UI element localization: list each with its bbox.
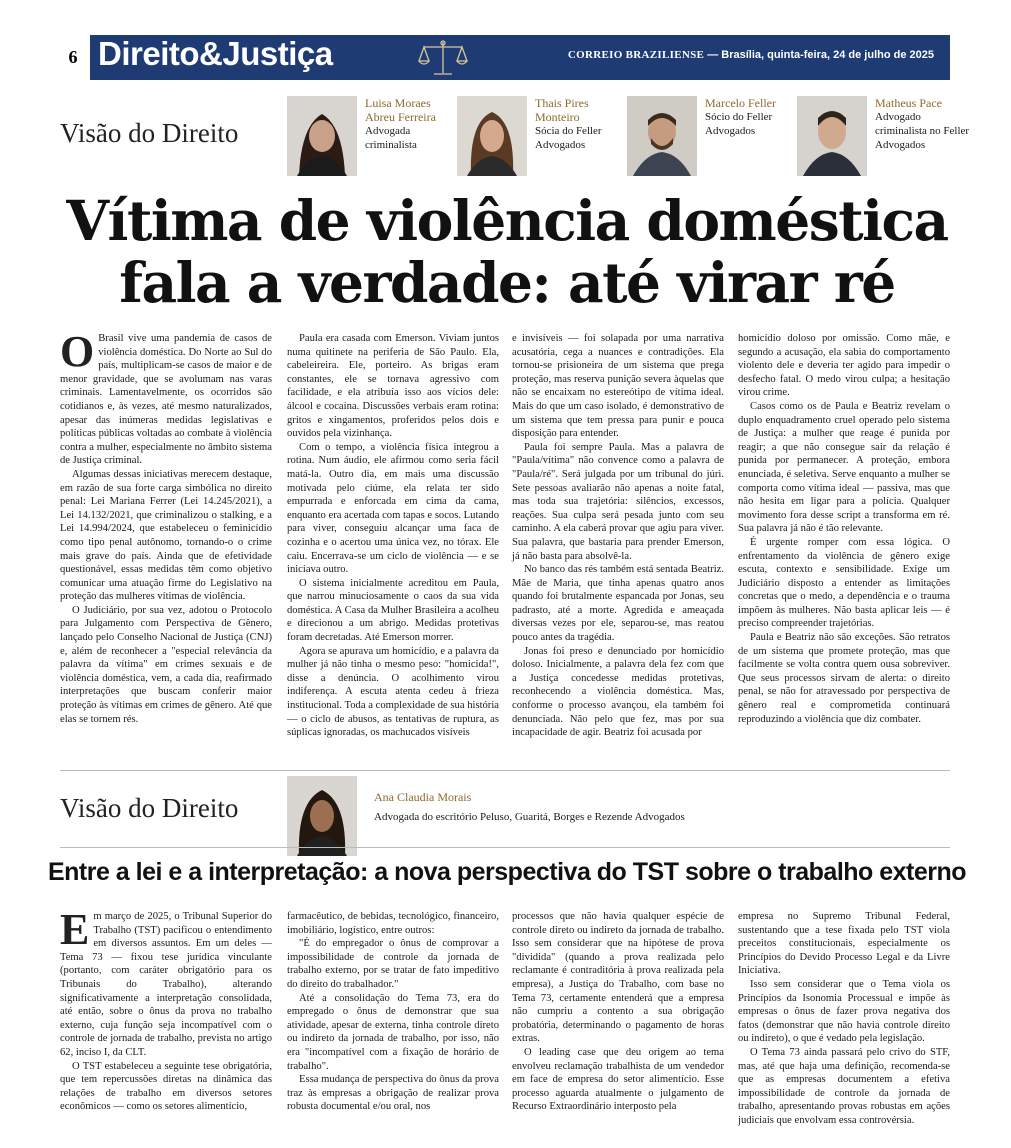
paragraph: Casos como os de Paula e Beatriz revelam o duplo enquadramento cruel operado pelo sistema de Justiça: a mulher que reage é punida por reagir; a que não consegue sair da relação é punida por permanecer. A proteção, embora enunciada, é seletiva. Serve enquanto a mulher se comporta como vítima ideal — passiva, mas que não hesita em ligar para a polícia. Qualquer movimento fora desse script a transforma em ré. Sua palavra já não é tão relevante.: [738, 400, 950, 535]
author-photo: [627, 96, 697, 176]
masthead-dateline: [568, 49, 934, 61]
paragraph: Brasil vive uma pandemia de casos de violência doméstica. Do Norte ao Sul do país, multiplicam-se casos de maior e de menor gravidade, que se avolumam nas varas criminais. Lamentavelmente, os ocorridos são cotidianos e, às vezes, até mesmo naturalizados, apesar das inúmeras medidas legislativas e políticas públicas voltadas ao combate à violência contra a mulher, especialmente no âmbito sistema de Justiça criminal.: [60, 333, 272, 467]
article-column-3: [512, 910, 724, 1114]
dateline: — Brasília, quinta-feira, 24 de julho de 2025: [704, 49, 934, 61]
paragraph: O leading case que deu origem ao tema envolveu reclamação trabalhista de um vendedor em face de empresa do setor alimentício. Esse processo aguarda atualmente o julgamento de Recurso Extraordinário interposto pela: [512, 1046, 724, 1113]
newspaper-name: CORREIO BRAZILIENSE: [567, 49, 705, 61]
section-banner: [90, 35, 950, 80]
author-name: Ana Claudia Morais: [374, 790, 472, 804]
headline-line-2: fala a verdade: até virar ré: [119, 250, 895, 315]
paragraph: Agora se apurava um homicídio, e a palavra da mulher já não tinha o mesmo peso: "homicida!", disse a denúncia. O acolhimento virou indiferença. A escuta atenta cedeu à frieza institucional. Toda a complexidade de sua história — o ciclo de abusos, as tentativas de ruptura, as súplicas ignoradas, os machucados visíveis: [287, 645, 499, 739]
paragraph: homicídio doloso por omissão. Como mãe, e segundo a acusação, ela sabia do comportamento violento dele e deveria ter agido para impedir o desfecho fatal. O medo virou culpa; a hesitação virou crime.: [738, 333, 950, 399]
paragraph: Isso sem considerar que o Tema viola os Princípios da Isonomia Processual e impõe às empresas o ônus de fazer prova negativa dos fatos (demonstrar que não havia controle direito ou indireto), o que é vedado pela legislação.: [738, 978, 950, 1045]
section-divider: [60, 770, 950, 771]
author-photo: [287, 96, 357, 176]
article-column-2: [287, 910, 499, 1114]
paragraph: processos que não havia qualquer espécie de controle direto ou indireto da jornada de trabalho. Isso sem considerar que na hipótese de prova "dividida" (quando a prova realizada pelo reclamante é contraditória à prova realizada pela empresa), a Justiça do Trabalho, com base no Tema 73, certamente entenderá que a empresa não cumpriu a contento a sua obrigação probatória, determinando o pagamento de horas extras.: [512, 911, 724, 1045]
article-column-4: [738, 332, 950, 726]
paragraph: "É do empregador o ônus de comprovar a impossibilidade de controle da jornada de trabalho externo, por se tratar de fato impeditivo do direito do trabalhador.": [287, 938, 499, 990]
article-column-4: [738, 910, 950, 1128]
author-byline: [374, 790, 934, 824]
paragraph: No banco das rés também está sentada Beatriz. Mãe de Maria, que tinha apenas quatro anos quando foi brutalmente espancada por Jonas, seu padrasto, até a morte. Agredida e ameaçada diversas vezes por ele, separou-se, mas reatou pouco antes da tragédia.: [512, 564, 724, 644]
paragraph: Paula era casada com Emerson. Viviam juntos numa quitinete na periferia de São Paulo. Ela, cabeleireira. Ele, porteiro. As brigas eram constantes, ele se tornava agressivo com facilidade, e ela atribuía isso aos vícios dele: álcool e cocaína. Discussões verbais eram rotina: gritos e xingamentos, proferidos pelos dois e ouvidos pela vizinhança.: [287, 333, 499, 440]
paragraph: Jonas foi preso e denunciado por homicídio doloso. Inicialmente, a palavra dela fez com que a Justiça concedesse medidas protetivas, reconhecendo a violência doméstica. Mas, conforme o processo avançou, ela também foi denunciada. Não pelo que fez, mas por sua incapacidade de agir. Beatriz foi acusada por: [512, 645, 724, 739]
author-role: Sócia do Feller Advogados: [535, 125, 602, 151]
scales-of-justice-icon: [416, 39, 470, 77]
author-photo: [287, 776, 357, 856]
author-name: Thais Pires Monteiro: [535, 96, 589, 124]
headline: [40, 190, 974, 314]
author-role: Advogada do escritório Peluso, Guaritá, Borges e Rezende Advogados: [374, 811, 685, 823]
paragraph: empresa no Supremo Tribunal Federal, sustentando que a tese fixada pelo TST viola preceitos constitucionais, especialmente os Princípios do Devido Processo Legal e da Livre Iniciativa.: [738, 911, 950, 977]
paragraph: Algumas dessas iniciativas merecem destaque, em razão de sua forte carga simbólica no direito penal: Lei Mariana Ferrer (Lei 14.245/2021), a Lei 14.132/2021, que criminalizou o stalking, e a Lei 14.994/2024, que estabeleceu o feminicídio como tipo penal autônomo, tornando-o o crime mais grave do país. Ainda que de efetividade questionável, essas medidas têm como objetivo comunicar uma atuação firme do Legislativo na proteção das mulheres vítimas de violência.: [60, 468, 272, 603]
paragraph: e invisíveis — foi solapada por uma narrativa acusatória, cega a nuances e contradições. Ela tornou-se prisioneira de um sistema que prega proteção, mas reserva punição severa àquelas que não se encaixam no estereótipo de vítima ideal. Mais do que um caso isolado, é demonstrativo de um sistema que tem pressa para punir e pouca disposição para entender.: [512, 333, 724, 440]
article-column-2: [287, 332, 499, 740]
drop-cap: O: [60, 327, 95, 376]
paragraph: m março de 2025, o Tribunal Superior do Trabalho (TST) pacificou o entendimento em diversos assuntos. Em um deles — Tema 73 — fixou tese jurídica vinculante (portanto, com caráter obrigatório para os Tribunais do Trabalho), alterando significativamente a interpretação consolidada, até então, sobre o ônus da prova no trabalho externo, cuja função seja incompatível com o controle de jornada de trabalho, prevista no artigo 62, inciso I, da CLT.: [60, 911, 272, 1058]
article-headline: Entre a lei e a interpretação: a nova perspectiva do TST sobre o trabalho externo: [47, 858, 967, 886]
column-label: Visão do Direito: [60, 793, 239, 823]
paragraph: O sistema inicialmente acreditou em Paula, que narrou minuciosamente o caos da sua vida doméstica. A Casa da Mulher Brasileira a acolheu e direcionou a um abrigo. Medidas protetivas foram decretadas. Até Emerson morrer.: [287, 577, 499, 644]
paragraph: farmacêutico, de bebidas, tecnológico, financeiro, imobiliário, logístico, entre outros:: [287, 911, 499, 936]
author-role: Sócio do Feller Advogados: [705, 111, 773, 137]
paragraph: É urgente romper com essa lógica. O enfrentamento da violência de gênero exige escuta, contexto e sensibilidade. Exige um Judiciário disposto a entender as limitações concretas que o medo, a dependência e o trauma impõem às mulheres. Não basta aplicar leis — é preciso compreender trajetórias.: [738, 536, 950, 630]
author-name: Marcelo Feller: [705, 96, 776, 110]
article-column-1: [60, 327, 272, 726]
column-label: Visão do Direito: [60, 118, 239, 148]
section-title: Direito&Justiça: [98, 35, 333, 72]
drop-cap: E: [60, 905, 90, 954]
paragraph: O Tema 73 ainda passará pelo crivo do STF, mas, até que haja uma definição, recomenda-se que as empresas documentem a efetiva impossibilidade de controle da jornada de trabalho, apresentando provas robustas em ações judiciais que envolvam essa controvérsia.: [738, 1046, 950, 1126]
paragraph: Até a consolidação do Tema 73, era do empregado o ônus de demonstrar que sua atividade, apesar de externa, tinha controle direto ou indireto da jornada de trabalho, por isso, não era "incompatível com a fixação de horário de trabalho".: [287, 992, 499, 1072]
section-divider: [60, 847, 950, 848]
headline-line-1: Vítima de violência doméstica: [66, 188, 948, 253]
paragraph: O TST estabeleceu a seguinte tese obrigatória, que tem repercussões diretas na dinâmica das relações de trabalho em diversos setores econômicos — como os setores alimentício,: [60, 1060, 272, 1113]
page-number: 6: [56, 35, 90, 80]
paragraph: Essa mudança de perspectiva do ônus da prova traz às empresas a obrigação de realizar prova robusta documental e/ou oral, nos: [287, 1074, 499, 1113]
page-header: [56, 35, 950, 80]
paragraph: Com o tempo, a violência física integrou a rotina. Num áudio, ele afirmou como seria fácil matá-la. Outro dia, em mais uma discussão motivada pelo ciúme, ela relata ter sido empurrada e enforcada em cima da cama, enquanto era acertada com tapas e socos. Lutando para viver, conseguiu alcançar uma faca de cozinha e o acertou uma única vez, no tórax. Ele caiu. Encerrava-se um ciclo de violência — e se iniciava outro.: [287, 441, 499, 576]
author-name: Matheus Pace: [875, 96, 942, 110]
paragraph: Paula foi sempre Paula. Mas a palavra de "Paula/vítima" não convence como a palavra de "Paula/ré". Será julgada por um tribunal do júri. Sete pessoas avaliarão não apenas a noite fatal, mas toda sua trajetória: silêncios, excessos, reações. Sua culpa será pesada junto com seu caminho. A ela caberá provar que agiu para viver. Sua palavra, que bastaria para prender Emerson, já não basta para absolvê-la.: [512, 441, 724, 562]
article-column-1: [60, 905, 272, 1114]
author-photo: [797, 96, 867, 176]
author-name: Luisa Moraes Abreu Ferreira: [365, 96, 436, 124]
author-role: Advogada criminalista: [365, 125, 417, 151]
paragraph: Paula e Beatriz não são exceções. São retratos de um sistema que promete proteção, mas que facilmente se volta contra quem ousa sobreviver. Que seus processos sirvam de alerta: o direito penal, se não for atravessado por perspectiva de gênero real e comprometida continuará reproduzindo a violência que diz combater.: [738, 632, 950, 725]
article-column-3: [512, 332, 724, 740]
author-role: Advogado criminalista no Feller Advogados: [875, 111, 970, 151]
author-photo: [457, 96, 527, 176]
paragraph: O Judiciário, por sua vez, adotou o Protocolo para Julgamento com Perspectiva de Gênero, lançado pelo Conselho Nacional de Justiça (CNJ) e, além de reconhecer a "especial relevância da palavra da vítima" em crimes sexuais e de violência doméstica, vem, a cada dia, reafirmado interpretações que buscam conferir maior proteção às vítimas em crimes de gênero. Até que elas se tornem rés.: [60, 604, 272, 725]
